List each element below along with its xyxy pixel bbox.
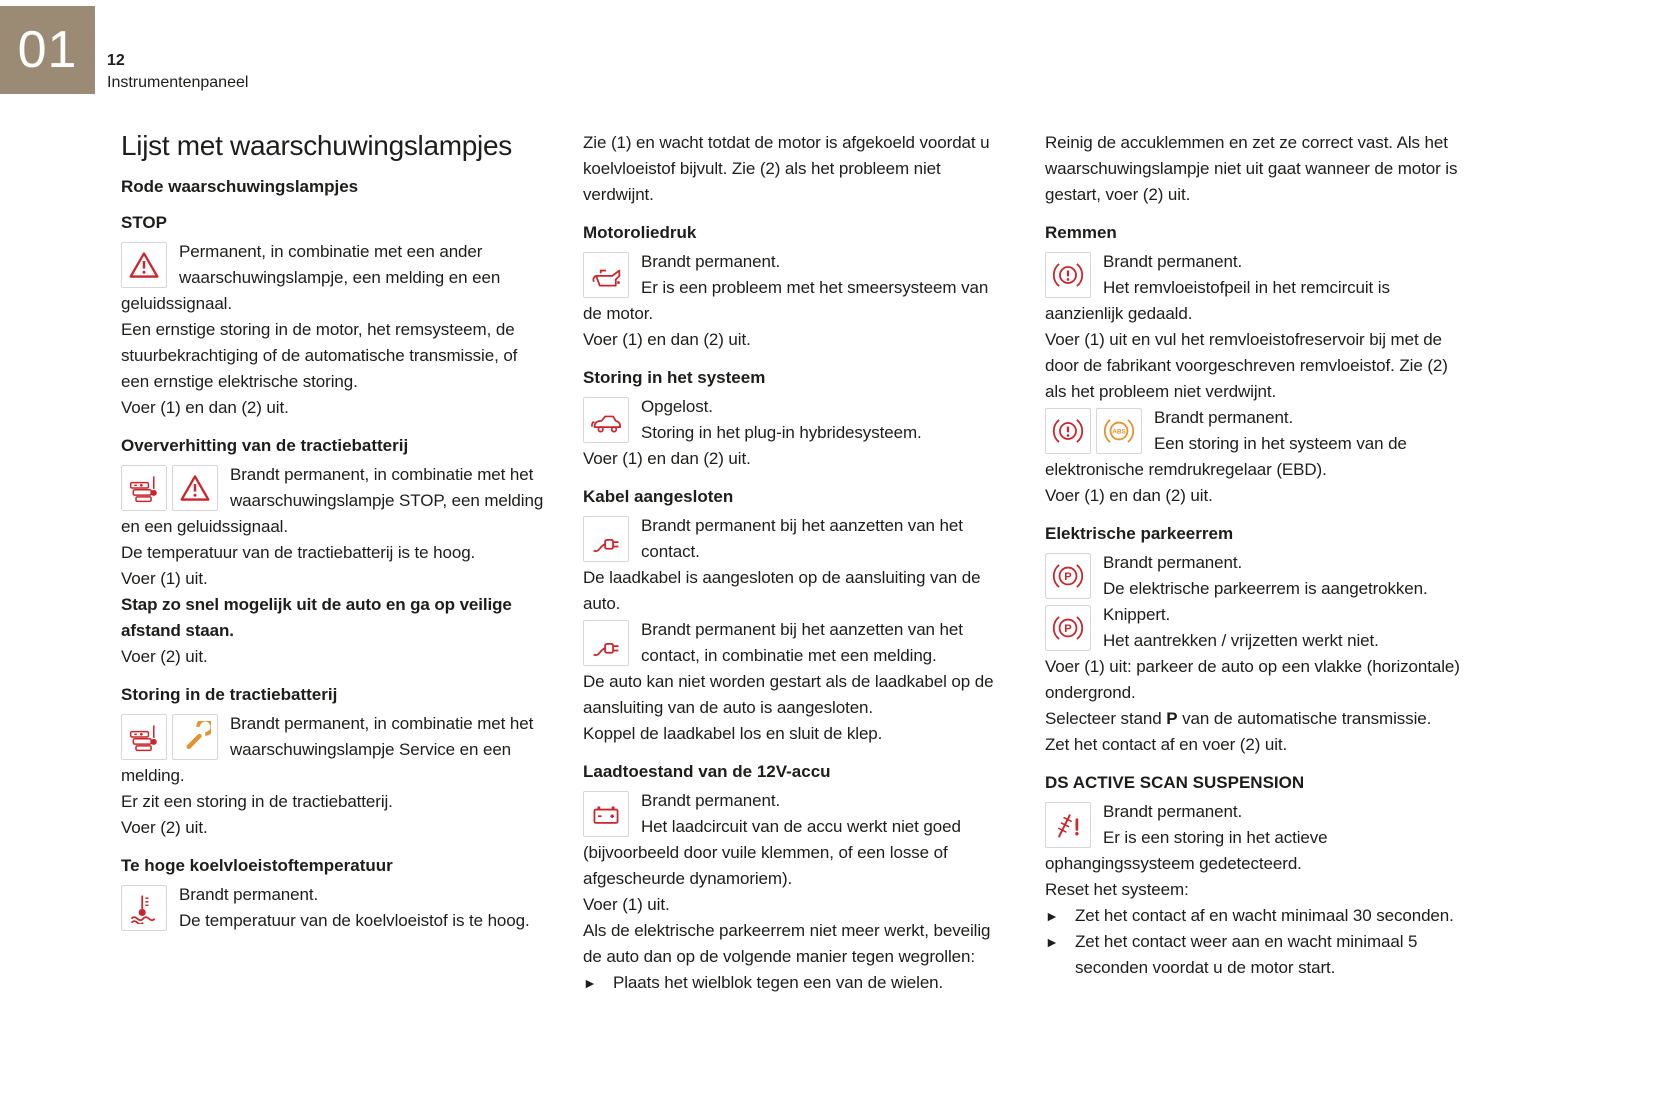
body-text: Brandt permanent.: [179, 885, 319, 904]
body-text: Voer (1) en dan (2) uit.: [1045, 486, 1213, 505]
icon-group: [583, 516, 629, 562]
icon-group: [121, 465, 218, 511]
section-heading-brakes: Remmen: [1045, 223, 1117, 242]
section-heading-suspension: DS ACTIVE SCAN SUSPENSION: [1045, 773, 1305, 792]
body-text-emphasis: Stap zo snel mogelijk uit de auto en ga op veilige afstand staan.: [121, 595, 512, 640]
body-text: Voer (1) uit.: [121, 569, 208, 588]
section-parking-brake-1: [1045, 550, 1469, 602]
svg-text:P: P: [1064, 623, 1072, 635]
page-number: 12: [107, 52, 125, 69]
body-text: Brandt permanent.: [641, 252, 781, 271]
warning-triangle-icon: [121, 242, 167, 288]
svg-text:P: P: [1064, 571, 1072, 583]
section-heading-parking-brake: Elektrische parkeerrem: [1045, 524, 1234, 543]
section-stop: [121, 239, 545, 421]
body-text: Voer (1) uit: parkeer de auto op een vlakke (horizontale) ondergrond.: [1045, 657, 1460, 702]
bullet-icon: ►: [583, 975, 597, 991]
section-cable-connected-1: [583, 513, 1007, 617]
body-text: Brandt permanent.: [1103, 252, 1243, 271]
body-text: Knippert.: [1103, 605, 1171, 624]
chapter-number: 01: [17, 21, 78, 79]
section-heading-cable-connected: Kabel aangesloten: [583, 487, 734, 506]
body-text: Koppel de laadkabel los en sluit de klep.: [583, 724, 883, 743]
body-text: Als de elektrische parkeerrem niet meer werkt, beveilig de auto dan op de volgende manier tegen wegrollen:: [583, 921, 991, 966]
section-suspension: [1045, 799, 1469, 903]
icon-group: [583, 397, 629, 443]
section-brakes-1: [1045, 249, 1469, 405]
body-text: De laadkabel is aangesloten op de aansluiting van de auto.: [583, 568, 981, 613]
warning-triangle-icon: [172, 465, 218, 511]
section-brakes-2: [1045, 405, 1469, 509]
section-cable-connected-2: [583, 617, 1007, 747]
battery-icon: [583, 791, 629, 837]
body-text: Er is een storing in het actieve ophangingssysteem gedetecteerd.: [1045, 828, 1328, 873]
section-heading-12v-battery: Laadtoestand van de 12V-accu: [583, 762, 831, 781]
page-title: Lijst met waarschuwingslampjes: [121, 130, 512, 161]
column-1: [121, 130, 545, 996]
column-2: [583, 130, 1007, 996]
column-3: [1045, 130, 1469, 996]
body-text: Voer (1) en dan (2) uit.: [583, 449, 751, 468]
body-text: Opgelost.: [641, 397, 713, 416]
chapter-number-box: [0, 6, 95, 94]
hybrid-system-icon: [583, 397, 629, 443]
body-text: Voer (2) uit.: [121, 818, 208, 837]
body-text: De temperatuur van de tractiebatterij is te hoog.: [121, 543, 476, 562]
brake-warning-icon: [1045, 408, 1091, 454]
section-heading-system-fault: Storing in het systeem: [583, 368, 766, 387]
section-overheat: [121, 462, 545, 670]
body-text: De temperatuur van de koelvloeistof is te hoog.: [179, 911, 530, 930]
body-text: Reinig de accuklemmen en zet ze correct vast. Als het waarschuwingslampje niet uit gaat wanneer de motor is gestart, voer (2) uit.: [1045, 133, 1458, 204]
subsection-title-red-lamps: Rode waarschuwingslampjes: [121, 177, 359, 196]
body-text: Brandt permanent.: [1154, 408, 1294, 427]
body-text: Er zit een storing in de tractiebatterij.: [121, 792, 393, 811]
traction-battery-temperature-icon: [121, 465, 167, 511]
body-text: De elektrische parkeerrem is aangetrokken.: [1103, 579, 1428, 598]
coolant-temperature-icon: [121, 885, 167, 931]
abs-icon: [1096, 408, 1142, 454]
charging-cable-icon: [583, 620, 629, 666]
body-text: Brandt permanent, in combinatie met het waarschuwingslampje Service en een melding.: [121, 714, 534, 785]
icon-group: [1045, 802, 1091, 848]
list-item: [583, 970, 1007, 996]
list-item: [1045, 929, 1469, 981]
content-columns: [121, 130, 1469, 996]
body-text: Voer (1) en dan (2) uit.: [121, 398, 289, 417]
icon-group: [1045, 605, 1091, 651]
body-text: De auto kan niet worden gestart als de laadkabel op de aansluiting van de auto is aangesloten.: [583, 672, 994, 717]
body-text: Het aantrekken / vrijzetten werkt niet.: [1103, 631, 1379, 650]
brake-warning-icon: [1045, 252, 1091, 298]
bullet-icon: ►: [1045, 908, 1059, 924]
parking-brake-icon: [1045, 605, 1091, 651]
icon-group: [121, 242, 167, 288]
icon-group: [1045, 252, 1091, 298]
body-text: Er is een probleem met het smeersysteem van de motor.: [583, 278, 989, 323]
body-text: Brandt permanent.: [1103, 553, 1243, 572]
body-text: Brandt permanent bij het aanzetten van het contact, in combinatie met een melding.: [641, 620, 963, 665]
wrench-icon: [172, 714, 218, 760]
svg-text:ABS: ABS: [1112, 428, 1126, 436]
section-heading-overheat: Oververhitting van de tractiebatterij: [121, 436, 409, 455]
list-item-text: Plaats het wielblok tegen een van de wielen.: [613, 973, 944, 992]
body-text: Een ernstige storing in de motor, het remsysteem, de stuurbekrachtiging of de automatische transmissie, of een ernstige elektrische storing.: [121, 320, 518, 391]
section-title: Instrumentenpaneel: [107, 73, 249, 91]
body-text-part: Selecteer stand: [1045, 709, 1167, 728]
list-item: [1045, 903, 1469, 929]
section-coolant: [121, 882, 545, 934]
list-item-text: Zet het contact af en wacht minimaal 30 seconden.: [1075, 906, 1454, 925]
body-text: Het remvloeistofpeil in het remcircuit is aanzienlijk gedaald.: [1045, 278, 1390, 323]
body-text: Een storing in het systeem van de elektronische remdrukregelaar (EBD).: [1045, 434, 1407, 479]
icon-group: [1045, 408, 1142, 454]
parking-brake-icon: [1045, 553, 1091, 599]
section-heading-traction-battery-fault: Storing in de tractiebatterij: [121, 685, 338, 704]
body-text: Permanent, in combinatie met een ander waarschuwingslampje, een melding en een geluidssignaal.: [121, 242, 501, 313]
oil-pressure-icon: [583, 252, 629, 298]
bullet-icon: ►: [1045, 934, 1059, 950]
section-heading-coolant: Te hoge koelvloeistoftemperatuur: [121, 856, 393, 875]
body-text: Brandt permanent, in combinatie met het waarschuwingslampje STOP, een melding en een geluidssignaal.: [121, 465, 544, 536]
body-text-bold-part: P: [1166, 709, 1178, 728]
page-meta: [107, 50, 248, 93]
body-text: Reset het systeem:: [1045, 880, 1189, 899]
traction-battery-temperature-icon: [121, 714, 167, 760]
suspension-warning-icon: [1045, 802, 1091, 848]
section-12v-battery: [583, 788, 1007, 970]
icon-group: [583, 620, 629, 666]
body-text: Voer (1) en dan (2) uit.: [583, 330, 751, 349]
icon-group: [1045, 553, 1091, 599]
icon-group: [583, 252, 629, 298]
body-text: Brandt permanent bij het aanzetten van het contact.: [641, 516, 963, 561]
body-text: [1045, 706, 1469, 732]
section-system-fault: [583, 394, 1007, 472]
body-text-part: van de automatische transmissie.: [1177, 709, 1432, 728]
section-heading-oil-pressure: Motoroliedruk: [583, 223, 697, 242]
body-text: Voer (1) uit.: [583, 895, 670, 914]
body-text: Het laadcircuit van de accu werkt niet goed (bijvoorbeeld door vuile klemmen, of een losse of afgescheurde dynamoriem).: [583, 817, 961, 888]
body-text: Voer (1) uit en vul het remvloeistofreservoir bij met de door de fabrikant voorgeschreven remvloeistof. Zie (2) als het probleem niet verdwijnt.: [1045, 330, 1448, 401]
body-text: Brandt permanent.: [1103, 802, 1243, 821]
icon-group: [121, 885, 167, 931]
icon-group: [583, 791, 629, 837]
body-text: Brandt permanent.: [641, 791, 781, 810]
section-parking-brake-2: [1045, 602, 1469, 758]
section-oil-pressure: [583, 249, 1007, 353]
charging-cable-icon: [583, 516, 629, 562]
body-text: Storing in het plug-in hybridesysteem.: [641, 423, 922, 442]
icon-group: [121, 714, 218, 760]
body-text: Zie (1) en wacht totdat de motor is afgekoeld voordat u koelvloeistof bijvult. Zie (2) als het probleem niet verdwijnt.: [583, 133, 990, 204]
list-item-text: Zet het contact weer aan en wacht minimaal 5 seconden voordat u de motor start.: [1075, 932, 1418, 977]
body-text: Zet het contact af en voer (2) uit.: [1045, 735, 1288, 754]
section-heading-stop: STOP: [121, 213, 167, 232]
section-traction-battery-fault: [121, 711, 545, 841]
body-text: Voer (2) uit.: [121, 647, 208, 666]
